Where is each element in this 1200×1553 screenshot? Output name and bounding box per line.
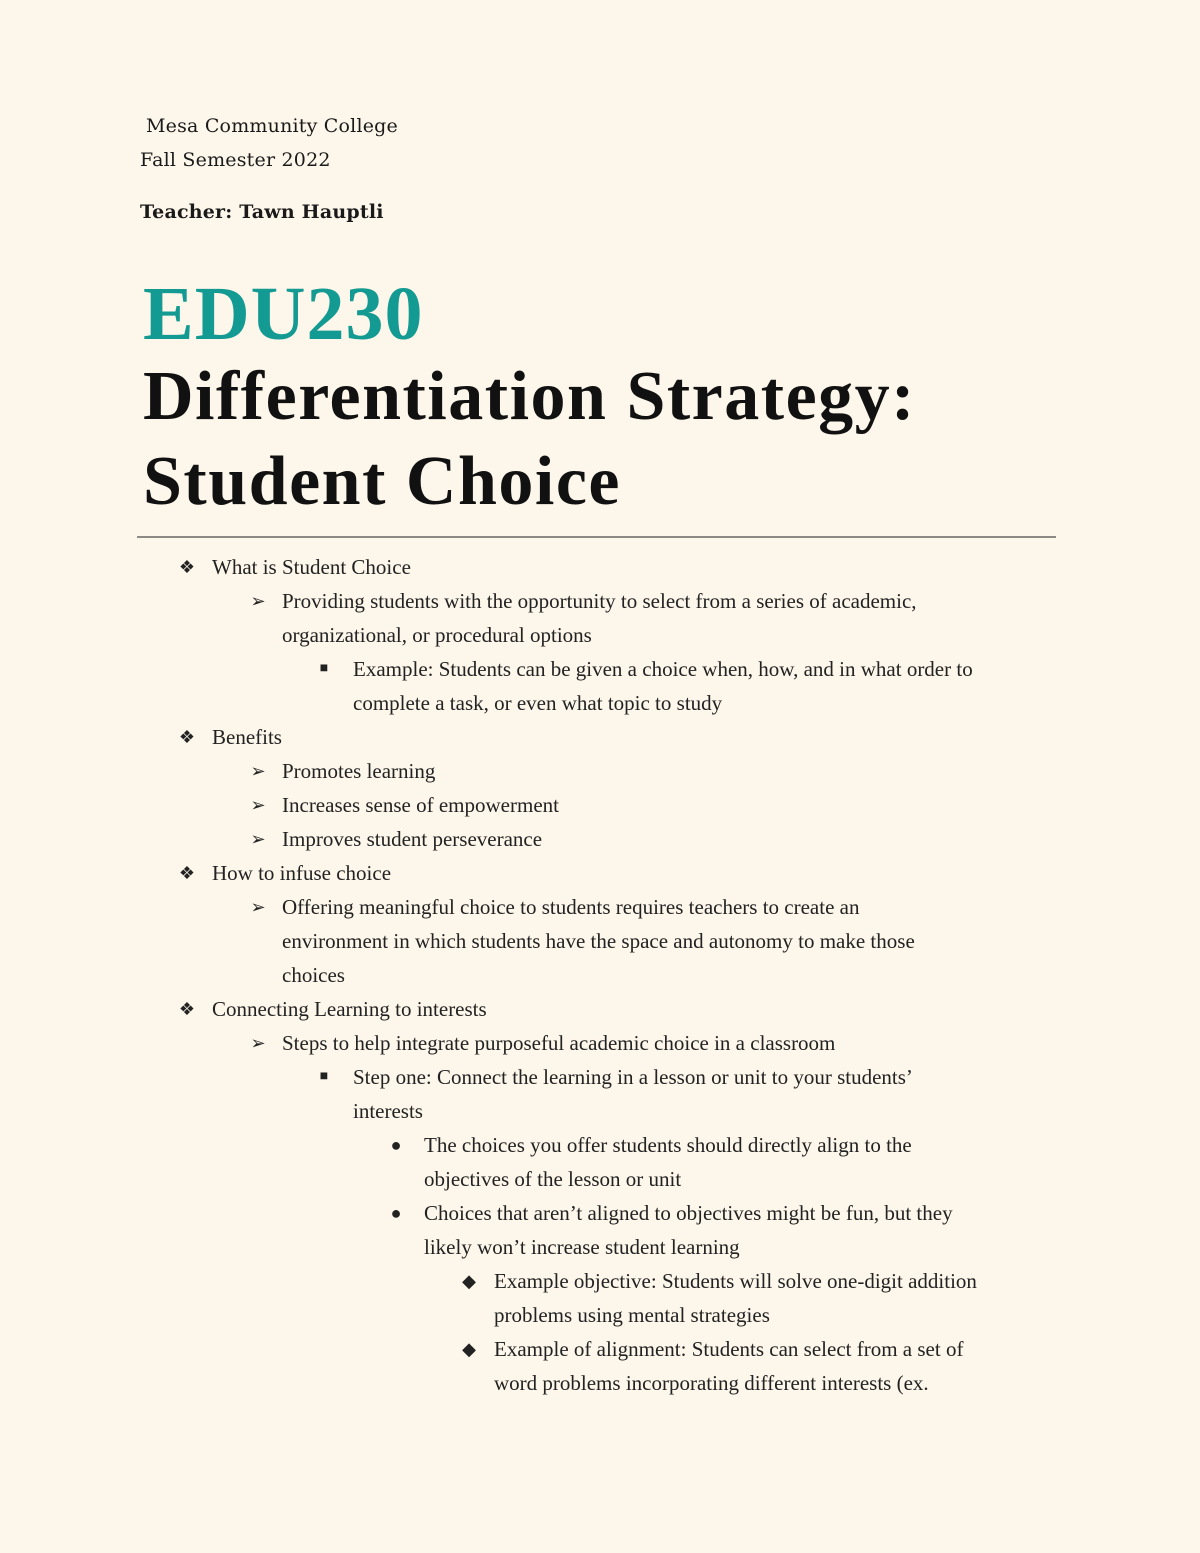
list-item-text: Benefits bbox=[212, 725, 282, 749]
list-item-text: interests bbox=[353, 1099, 423, 1123]
bullet-icon: ➢ bbox=[250, 591, 266, 611]
list-item bbox=[0, 686, 1200, 720]
list-item-text: What is Student Choice bbox=[212, 555, 411, 579]
page-title-line-2: Student Choice bbox=[143, 443, 621, 520]
list-item bbox=[0, 1230, 1200, 1264]
list-item bbox=[0, 890, 1200, 924]
outline-list bbox=[0, 550, 1200, 1400]
list-item bbox=[0, 856, 1200, 890]
list-item-text: Example: Students can be given a choice when, how, and in what order to bbox=[353, 657, 973, 681]
list-item-text: likely won’t increase student learning bbox=[424, 1235, 740, 1259]
list-item bbox=[0, 584, 1200, 618]
list-item bbox=[0, 754, 1200, 788]
list-item bbox=[0, 1094, 1200, 1128]
list-item bbox=[0, 1128, 1200, 1162]
list-item bbox=[0, 822, 1200, 856]
semester: Fall Semester 2022 bbox=[140, 149, 331, 171]
list-item-text: Offering meaningful choice to students requires teachers to create an bbox=[282, 895, 860, 919]
bullet-icon: ❖ bbox=[178, 999, 196, 1019]
institution-name: Mesa Community College bbox=[146, 115, 398, 137]
list-item bbox=[0, 958, 1200, 992]
title-divider bbox=[137, 536, 1056, 538]
bullet-icon: ● bbox=[390, 1203, 402, 1223]
bullet-icon: ■ bbox=[319, 661, 329, 676]
list-item-text: Example of alignment: Students can select from a set of bbox=[494, 1337, 964, 1361]
list-item bbox=[0, 1060, 1200, 1094]
list-item bbox=[0, 924, 1200, 958]
bullet-icon: ➢ bbox=[250, 761, 266, 781]
list-item-text: organizational, or procedural options bbox=[282, 623, 592, 647]
list-item-text: word problems incorporating different interests (ex. bbox=[494, 1371, 929, 1395]
list-item-text: Choices that aren’t aligned to objectives might be fun, but they bbox=[424, 1201, 953, 1225]
list-item-text: The choices you offer students should directly align to the bbox=[424, 1133, 912, 1157]
list-item-text: Promotes learning bbox=[282, 759, 436, 783]
list-item-text: choices bbox=[282, 963, 345, 987]
bullet-icon: ◆ bbox=[462, 1271, 476, 1291]
course-code: EDU230 bbox=[143, 272, 424, 356]
list-item-text: Example objective: Students will solve one-digit addition bbox=[494, 1269, 977, 1293]
list-item bbox=[0, 788, 1200, 822]
bullet-icon: ➢ bbox=[250, 897, 266, 917]
list-item bbox=[0, 1026, 1200, 1060]
list-item-text: Improves student perseverance bbox=[282, 827, 543, 851]
list-item bbox=[0, 1196, 1200, 1230]
list-item-text: problems using mental strategies bbox=[494, 1303, 770, 1327]
list-item bbox=[0, 618, 1200, 652]
list-item-text: Steps to help integrate purposeful academic choice in a classroom bbox=[282, 1031, 836, 1055]
bullet-icon: ❖ bbox=[178, 557, 196, 577]
bullet-icon: ➢ bbox=[250, 829, 266, 849]
list-item-text: Providing students with the opportunity to select from a series of academic, bbox=[282, 589, 917, 613]
list-item-text: objectives of the lesson or unit bbox=[424, 1167, 682, 1191]
list-item bbox=[0, 1162, 1200, 1196]
bullet-icon: ❖ bbox=[178, 727, 196, 747]
list-item-text: Increases sense of empowerment bbox=[282, 793, 559, 817]
list-item-text: complete a task, or even what topic to study bbox=[353, 691, 723, 715]
page-title-line-1: Differentiation Strategy: bbox=[143, 358, 916, 435]
list-item bbox=[0, 652, 1200, 686]
bullet-icon: ◆ bbox=[462, 1339, 476, 1359]
list-item bbox=[0, 1298, 1200, 1332]
bullet-icon: ➢ bbox=[250, 795, 266, 815]
list-item bbox=[0, 550, 1200, 584]
list-item bbox=[0, 1366, 1200, 1400]
teacher-name: Teacher: Tawn Hauptli bbox=[140, 201, 384, 223]
bullet-icon: ❖ bbox=[178, 863, 196, 883]
list-item-text: Connecting Learning to interests bbox=[212, 997, 487, 1021]
bullet-icon: ● bbox=[390, 1135, 402, 1155]
list-item-text: How to infuse choice bbox=[212, 861, 392, 885]
bullet-icon: ■ bbox=[319, 1069, 329, 1084]
list-item bbox=[0, 992, 1200, 1026]
list-item bbox=[0, 720, 1200, 754]
bullet-icon: ➢ bbox=[250, 1033, 266, 1053]
list-item bbox=[0, 1264, 1200, 1298]
list-item-text: Step one: Connect the learning in a lesson or unit to your students’ bbox=[353, 1065, 913, 1089]
list-item-text: environment in which students have the space and autonomy to make those bbox=[282, 929, 915, 953]
list-item bbox=[0, 1332, 1200, 1366]
